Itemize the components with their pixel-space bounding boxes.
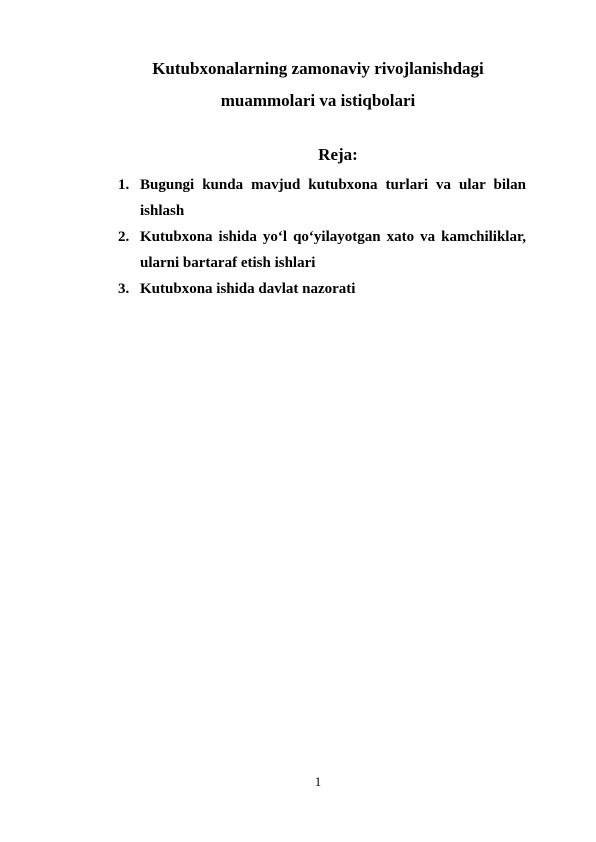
plan-item-number: 2. [118, 229, 130, 245]
plan-item-number: 3. [118, 281, 130, 297]
plan-item-3 [118, 276, 526, 302]
document-title-line-1: Kutubxonalarning zamonaviy rivojlanishdagi [152, 59, 484, 78]
plan-list [118, 172, 526, 302]
page-number: 1 [314, 774, 322, 789]
plan-item-1 [118, 172, 526, 224]
plan-item-text: Kutubxona ishida yo‘l qo‘yilayotgan xato va kamchiliklar, ularni bartaraf etish ishlari [140, 229, 526, 271]
document-title-line-2: muammolari va istiqbolari [220, 91, 416, 110]
plan-item-text: Bugungi kunda mavjud kutubxona turlari va ular bilan ishlash [140, 177, 526, 219]
plan-item-text: Kutubxona ishida davlat nazorati [140, 281, 356, 297]
plan-item-2 [118, 224, 526, 276]
plan-item-number: 1. [118, 177, 130, 193]
plan-heading: Reja: [318, 145, 358, 164]
